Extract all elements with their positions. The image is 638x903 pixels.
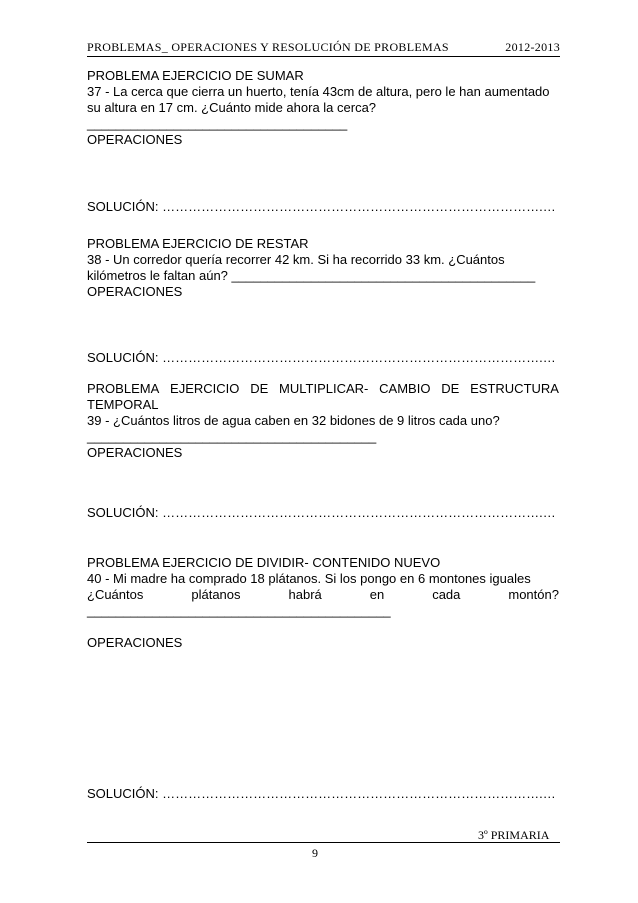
text-word: en	[369, 587, 385, 602]
answer-underline: ____________________________________	[87, 116, 348, 131]
problem-subtraction	[87, 236, 559, 300]
heading-word: DE	[250, 381, 269, 396]
problem-text-line	[87, 587, 559, 603]
solution-multiplication	[87, 505, 559, 521]
problem-multiplication	[87, 381, 559, 461]
solution-addition	[87, 199, 559, 215]
solution-line: SOLUCIÓN: …………………………………………………………………………….…	[87, 786, 556, 801]
problem-text-line: kilómetros le faltan aún? __________________________________________	[87, 268, 536, 283]
footer-rule	[87, 842, 560, 843]
solution-line: SOLUCIÓN: …………………………………………………………………………….…	[87, 199, 556, 214]
heading-word: MULTIPLICAR-	[279, 381, 369, 396]
page-header	[87, 40, 560, 55]
text-word: habrá	[288, 587, 322, 602]
solution-line: SOLUCIÓN: …………………………………………………………………………….…	[87, 505, 556, 520]
problem-heading	[87, 381, 559, 397]
problem-heading: PROBLEMA EJERCICIO DE SUMAR	[87, 68, 304, 83]
text-word: cada	[432, 587, 461, 602]
text-word: ¿Cuántos	[87, 587, 144, 602]
heading-word: DE	[441, 381, 460, 396]
problem-text-line: 40 - Mi madre ha comprado 18 plátanos. Si los pongo en 6 montones iguales	[87, 571, 531, 586]
problem-heading: PROBLEMA EJERCICIO DE DIVIDIR- CONTENIDO NUEVO	[87, 555, 441, 570]
problem-division	[87, 555, 559, 651]
heading-word: CAMBIO	[379, 381, 431, 396]
answer-underline: __________________________________________	[87, 603, 391, 618]
solution-subtraction	[87, 350, 559, 366]
header-rule	[87, 56, 560, 57]
problem-heading-continued: TEMPORAL	[87, 397, 159, 412]
header-year: 2012-2013	[505, 40, 560, 54]
heading-word: PROBLEMA	[87, 381, 160, 396]
answer-underline: ________________________________________	[87, 429, 377, 444]
problem-text-line: 39 - ¿Cuántos litros de agua caben en 32 bidones de 9 litros cada uno?	[87, 413, 500, 428]
text-word: plátanos	[191, 587, 241, 602]
solution-division	[87, 786, 559, 802]
page-number: 9	[312, 846, 318, 860]
solution-line: SOLUCIÓN: …………………………………………………………………………….…	[87, 350, 556, 365]
operations-label: OPERACIONES	[87, 635, 183, 650]
problem-text-line: 38 - Un corredor quería recorrer 42 km. Si ha recorrido 33 km. ¿Cuántos	[87, 252, 505, 267]
operations-label: OPERACIONES	[87, 445, 183, 460]
heading-word: ESTRUCTURA	[470, 381, 559, 396]
operations-label: OPERACIONES	[87, 284, 183, 299]
footer-grade: 3º PRIMARIA	[478, 828, 550, 842]
problem-heading: PROBLEMA EJERCICIO DE RESTAR	[87, 236, 309, 251]
problem-addition	[87, 68, 559, 148]
problem-text-line: 37 - La cerca que cierra un huerto, tenía 43cm de altura, pero le han aumentado	[87, 84, 550, 99]
heading-word: EJERCICIO	[170, 381, 240, 396]
text-word: montón?	[508, 587, 559, 602]
header-title: PROBLEMAS_ OPERACIONES Y RESOLUCIÓN DE PROBLEMAS	[87, 40, 449, 54]
operations-label: OPERACIONES	[87, 132, 183, 147]
problem-text-line: su altura en 17 cm. ¿Cuánto mide ahora la cerca?	[87, 100, 377, 115]
